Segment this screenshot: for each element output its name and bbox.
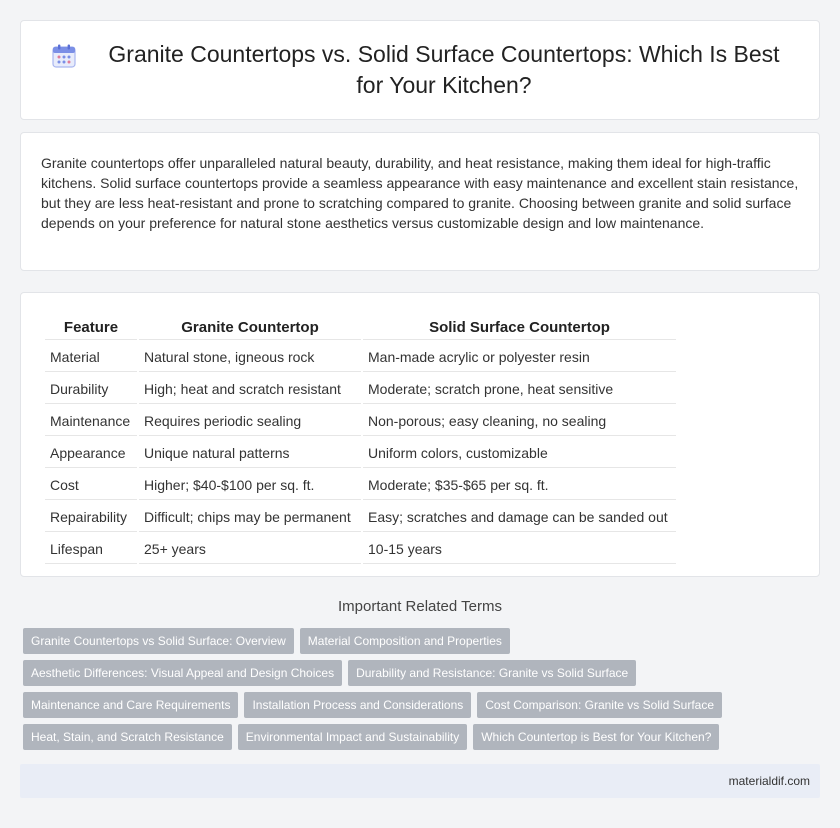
table-cell: Natural stone, igneous rock [139,342,361,372]
table-cell: Non-porous; easy cleaning, no sealing [363,406,676,436]
header-solid-surface: Solid Surface Countertop [363,315,676,340]
table-cell: Uniform colors, customizable [363,438,676,468]
comparison-table [43,313,678,566]
table-header-row [45,315,676,340]
table-row [45,502,676,532]
related-term-link[interactable]: Aesthetic Differences: Visual Appeal and Design Choices [23,660,342,686]
related-term-link[interactable]: Material Composition and Properties [300,628,510,654]
calendar-icon [51,43,77,69]
related-terms-heading: Important Related Terms [338,598,502,615]
table-row [45,342,676,372]
tag-row [23,724,823,750]
related-term-link[interactable]: Environmental Impact and Sustainability [238,724,467,750]
table-row [45,534,676,564]
tag-row [23,660,823,686]
related-term-link[interactable]: Which Countertop is Best for Your Kitchen? [473,724,719,750]
table-cell: 25+ years [139,534,361,564]
related-term-link[interactable]: Installation Process and Considerations [244,692,471,718]
table-cell: Lifespan [45,534,137,564]
intro-card [20,132,820,271]
related-term-link[interactable]: Heat, Stain, and Scratch Resistance [23,724,232,750]
header-granite: Granite Countertop [139,315,361,340]
table-cell: Appearance [45,438,137,468]
related-term-link[interactable]: Cost Comparison: Granite vs Solid Surface [477,692,722,718]
table-cell: Durability [45,374,137,404]
table-cell: Easy; scratches and damage can be sanded out [363,502,676,532]
table-cell: Material [45,342,137,372]
table-row [45,374,676,404]
related-term-link[interactable]: Maintenance and Care Requirements [23,692,238,718]
table-row [45,438,676,468]
table-cell: Unique natural patterns [139,438,361,468]
table-cell: Maintenance [45,406,137,436]
comparison-table-card [20,292,820,577]
table-cell: Moderate; scratch prone, heat sensitive [363,374,676,404]
related-term-link[interactable]: Granite Countertops vs Solid Surface: Overview [23,628,294,654]
table-cell: High; heat and scratch resistant [139,374,361,404]
table-cell: Cost [45,470,137,500]
header-feature: Feature [45,315,137,340]
related-terms-list [23,628,823,756]
intro-paragraph: Granite countertops offer unparalleled natural beauty, durability, and heat resistance, making them ideal for high-traffic kitchens. Solid surface countertops provide a seamless appearance with easy maintenance and excellent stain resistance, but they are less heat-resistant and prone to scratching compared to granite. Choosing between granite and solid surface depends on your preference for natural stone aesthetics versus customizable design and low maintenance. [41,155,799,231]
table-cell: Difficult; chips may be permanent [139,502,361,532]
table-cell: Man-made acrylic or polyester resin [363,342,676,372]
footer-site-link[interactable]: materialdif.com [728,774,810,788]
table-cell: Repairability [45,502,137,532]
title-card [20,20,820,120]
table-cell: Requires periodic sealing [139,406,361,436]
tag-row [23,628,823,654]
tag-row [23,692,823,718]
page-title: Granite Countertops vs. Solid Surface Countertops: Which Is Best for Your Kitchen? [108,41,780,98]
related-term-link[interactable]: Durability and Resistance: Granite vs Solid Surface [348,660,636,686]
table-row [45,406,676,436]
table-cell: Moderate; $35-$65 per sq. ft. [363,470,676,500]
table-row [45,470,676,500]
table-cell: Higher; $40-$100 per sq. ft. [139,470,361,500]
table-cell: 10-15 years [363,534,676,564]
footer [20,764,820,798]
